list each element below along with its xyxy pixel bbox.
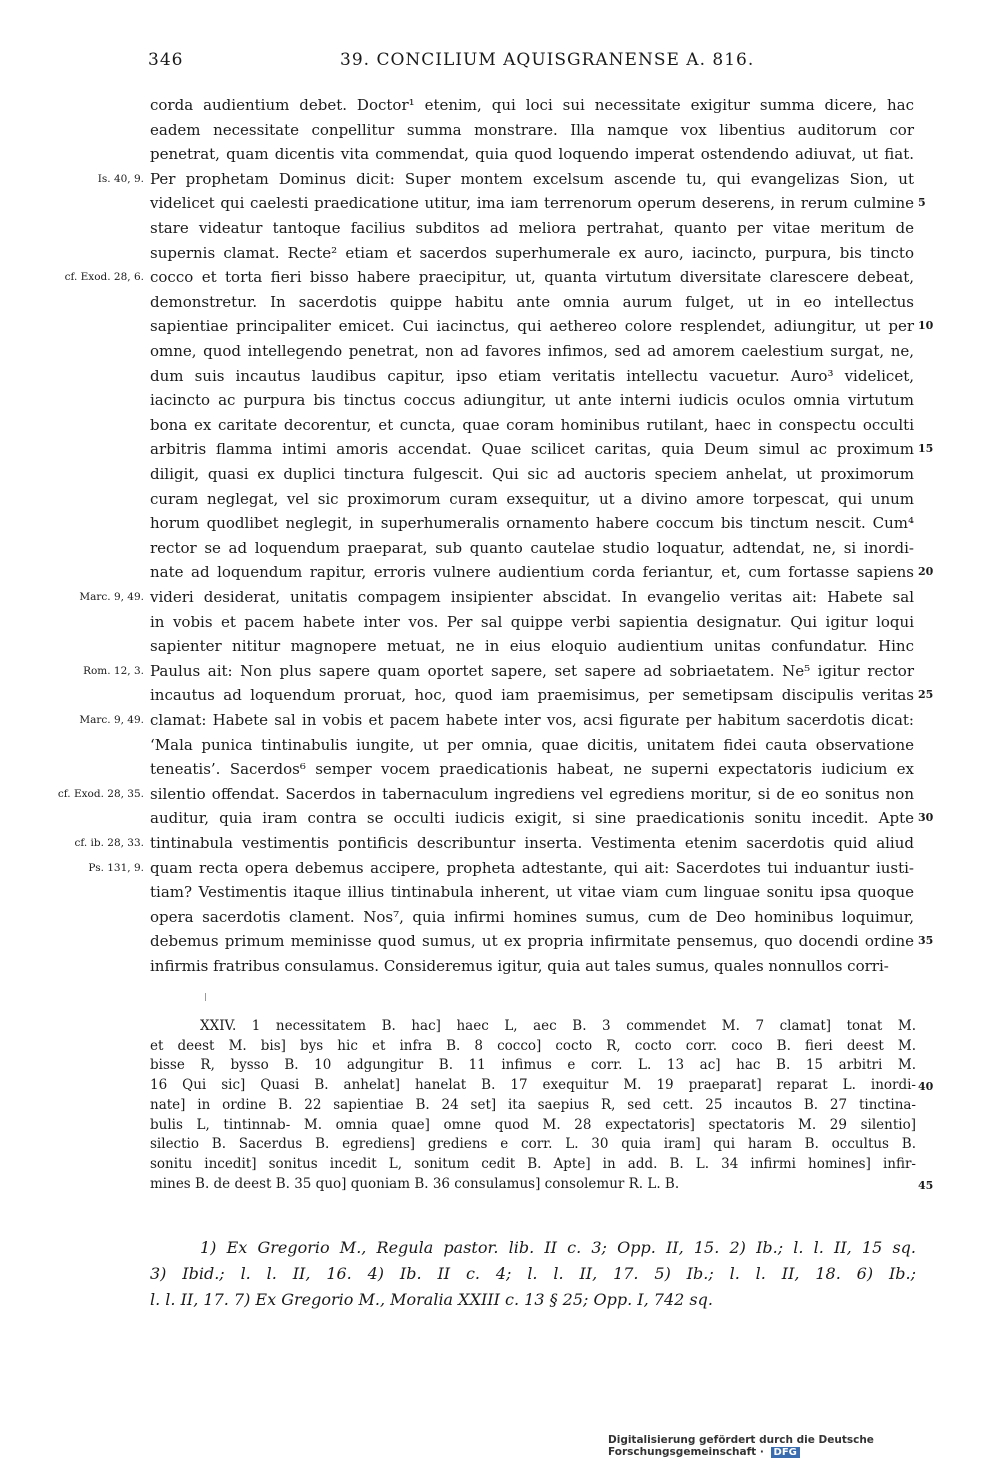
text-line: videlicet qui caelesti praedicatione utitur, ima iam terrenorum operum deserens, in rerum culmine: [150, 194, 914, 213]
line-number: 5: [918, 196, 926, 210]
line-number: 20: [918, 565, 934, 579]
margin-reference: Marc. 9, 49.: [79, 714, 144, 726]
text-line: videri desiderat, unitatis compagem insipienter abscidat. In evangelio veritas ait: Habete sal: [150, 588, 914, 606]
footnote-line: 3) Ibid.; l. l. II, 16. 4) Ib. II c. 4; l. l. II, 17. 5) Ib.; l. l. II, 18. 6) Ib.;: [150, 1264, 916, 1283]
margin-reference: Is. 40, 9.: [97, 172, 144, 185]
text-line: auditur, quia iram contra se occulti iudicis exigit, si sine praedicationis sonitu incedit. Apte: [150, 809, 914, 828]
dfg-logo: DFG: [771, 1447, 800, 1458]
text-line: dum suis incautus laudibus capitur, ipso etiam veritatis intellectu vacuetur. Auro³ videlicet,: [150, 366, 914, 385]
text-line: quam recta opera debemus accipere, propheta adtestante, qui ait: Sacerdotes tui induantur iusti-: [150, 858, 914, 877]
text-line: teneatis’. Sacerdos⁶ semper vocem praedicationis habeat, ne superni expectatoris iudicium ex: [150, 760, 914, 779]
apparatus-line: sonitu incedit] sonitus incedit L, sonitum cedit B. Apte] in add. B. L. 34 infirmi homines] infir-: [150, 1155, 916, 1172]
text-line: tiam? Vestimentis itaque illius tintinabula inherent, ut vitae viam cum linguae sonitu ipsa quoque: [150, 883, 914, 902]
apparatus-line-number: 40: [918, 1080, 934, 1094]
apparatus-line-number: 45: [918, 1178, 934, 1192]
text-line: rector se ad loquendum praeparat, sub quanto cautelae studio loquatur, adtendat, ne, si inordi-: [150, 538, 914, 557]
text-line: horum quodlibet neglegit, in superhumeralis ornamento habere coccum bis tinctum nescit. Cum⁴: [150, 514, 914, 533]
text-line: penetrat, quam dicentis vita commendat, quia quod loquendo imperat ostendendo adiuvat, ut fiat.: [150, 145, 914, 164]
apparatus-line: 16 Qui sic] Quasi B. anhelat] hanelat B. 17 exequitur M. 19 praeparat] reparat L. inordi-: [150, 1077, 916, 1094]
page-number: 346: [148, 50, 184, 70]
text-line: stare videatur tantoque facilius subditos ad meliora pertrahat, quanto per vitae meritum de: [150, 219, 914, 237]
margin-reference: Marc. 9, 49.: [79, 591, 144, 603]
text-line: omne, quod intellegendo penetrat, non ad favores infimos, sed ad amorem caelestium surgat, ne,: [150, 342, 914, 360]
footer-text: Digitalisierung gefördert durch die Deutsche Forschungsgemeinschaft: [608, 1434, 874, 1458]
text-line: opera sacerdotis clament. Nos⁷, quia infirmi homines sumus, cum de Deo hominibus loquimur,: [150, 907, 914, 926]
text-line: iacincto ac purpura bis tinctus coccus adiungitur, ut ante interni iudicis oculos omnia virtutum: [150, 391, 914, 410]
apparatus-line: XXIV. 1 necessitatem B. hac] haec L, aec B. 3 commendet M. 7 clamat] tonat M.: [200, 1018, 916, 1034]
apparatus-line: mines B. de deest B. 35 quo] quoniam B. 36 consulamus] consolemur R. L. B.: [150, 1175, 680, 1192]
text-line: debemus primum meminisse quod sumus, ut ex propria infirmitate pensemus, quo docendi ordine: [150, 932, 914, 951]
line-number: 10: [918, 319, 934, 333]
margin-reference: cf. Exod. 28, 6.: [64, 271, 144, 284]
page-title: 39. CONCILIUM AQUISGRANENSE A. 816.: [340, 50, 755, 70]
text-line: eadem necessitate conpellitur summa monstrare. Illa namque vox libentius auditorum cor: [150, 120, 914, 139]
text-line: arbitris flamma intimi amoris accendat. Quae scilicet caritas, quia Deum simul ac proximum: [150, 440, 914, 459]
text-line: Paulus ait: Non plus sapere quam oportet sapere, set sapere ad sobriaetatem. Ne⁵ igitur rector: [150, 661, 914, 680]
text-line: ‘Mala punica tintinabulis iungite, ut per omnia, quae dicitis, unitatem fidei cauta observatione: [150, 735, 914, 754]
text-line: clamat: Habete sal in vobis et pacem habete inter vos, acsi figurate per habitum sacerdotis dicat:: [150, 711, 914, 729]
text-line: curam neglegat, vel sic proximorum curam exsequitur, ut a divino amore torpescat, qui unum: [150, 489, 914, 508]
text-line: supernis clamat. Recte² etiam et sacerdos superhumerale ex auro, iacincto, purpura, bis tincto: [150, 243, 914, 262]
text-line: corda audientium debet. Doctor¹ etenim, qui loci sui necessitate exigitur summa dicere, hac: [150, 96, 914, 114]
apparatus-line: nate] in ordine B. 22 sapientiae B. 24 set] ita saepius R, sed cett. 25 incautos B. 27 tinctina-: [150, 1096, 916, 1113]
text-line: cocco et torta fieri bisso habere praecipitur, ut, quanta virtutum diversitate clarescere debeat,: [150, 268, 914, 287]
text-line: silentio offendat. Sacerdos in tabernaculum ingrediens vel egrediens moritur, si de eo sonitus non: [150, 784, 914, 803]
margin-reference: cf. ib. 28, 33.: [74, 837, 144, 849]
line-number: 35: [918, 934, 934, 948]
apparatus-line: et deest M. bis] bys hic et infra B. 8 cocco] cocto R, cocto corr. coco B. fieri deest M.: [150, 1037, 916, 1054]
line-number: 15: [918, 442, 934, 456]
apparatus-line: bulis L, tintinnab- M. omnia quae] omne quod M. 28 expectatoris] spectatoris M. 29 silentio]: [150, 1116, 916, 1133]
footnote-line: l. l. II, 17. 7) Ex Gregorio M., Moralia XXIII c. 13 § 25; Opp. I, 742 sq.: [150, 1290, 713, 1309]
line-number: 30: [918, 811, 934, 825]
margin-reference: Rom. 12, 3.: [83, 664, 144, 677]
apparatus-line: silectio B. Sacerdus B. egrediens] grediens e corr. L. 30 quia iram] qui haram B. occultus B.: [150, 1136, 916, 1153]
line-number: 25: [918, 688, 934, 702]
footer-credit: Digitalisierung gefördert durch die Deutsche Forschungsgemeinschaft · DFG: [608, 1434, 874, 1458]
apparatus-line: bisse R, bysso B. 10 adgungitur B. 11 infimus e corr. L. 13 ac] hac B. 15 arbitri M.: [150, 1057, 916, 1074]
text-line: infirmis fratribus consulamus. Consideremus igitur, quia aut tales sumus, quales nonnullos corri-: [150, 957, 889, 975]
margin-reference: Ps. 131, 9.: [88, 861, 144, 874]
text-line: sapientiae principaliter emicet. Cui iacinctus, qui aethereo colore resplendet, adiungitur, ut per: [150, 317, 914, 336]
text-line: in vobis et pacem habete inter vos. Per sal quippe verbi sapientia designatur. Qui igitur loqui: [150, 612, 914, 631]
text-line: Per prophetam Dominus dicit: Super montem excelsum ascende tu, qui evangelizas Sion, ut: [150, 169, 914, 188]
text-line: bona ex caritate decorentur, et cuncta, quae coram hominibus rutilant, haec in conspectu occulti: [150, 415, 914, 434]
separator-mark: [205, 993, 206, 1001]
text-line: diligit, quasi ex duplici tinctura fulgescit. Qui sic ad auctoris speciem anhelat, ut proximorum: [150, 465, 914, 483]
footnote-line: 1) Ex Gregorio M., Regula pastor. lib. II c. 3; Opp. II, 15. 2) Ib.; l. l. II, 15 sq.: [200, 1238, 916, 1257]
margin-reference: cf. Exod. 28, 35.: [57, 787, 144, 800]
text-line: incautus ad loquendum proruat, hoc, quod iam praemisimus, per semetipsam discipulis veritas: [150, 686, 914, 705]
text-line: demonstretur. In sacerdotis quippe habitu ante omnia aurum fulget, ut in eo intellectus: [150, 292, 914, 311]
text-line: nate ad loquendum rapitur, erroris vulnere audientium corda feriantur, et, cum fortasse sapiens: [150, 563, 914, 582]
text-line: sapienter nititur magnopere metuat, ne in eius eloquio audientium unitas confundatur. Hinc: [150, 637, 914, 656]
text-line: tintinabula vestimentis pontificis describuntur inserta. Vestimenta etenim sacerdotis quid aliud: [150, 834, 914, 852]
